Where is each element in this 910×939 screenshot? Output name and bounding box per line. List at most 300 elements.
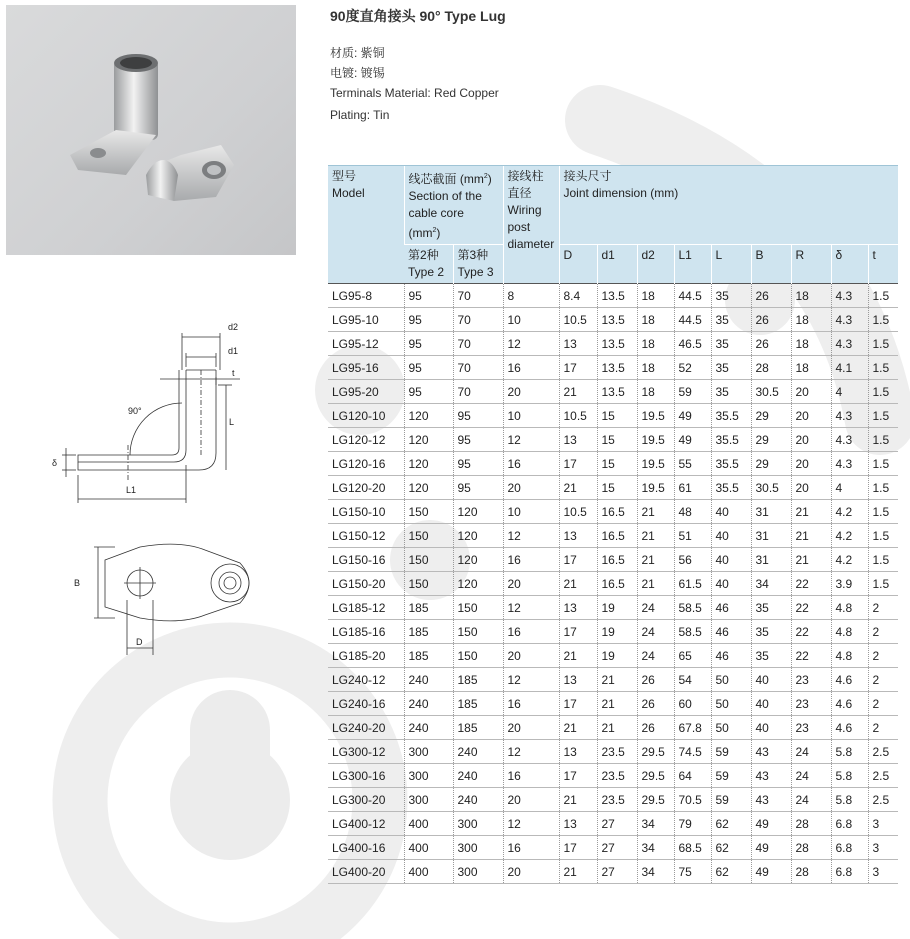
table-cell: 21 — [559, 716, 597, 740]
table-cell: 19 — [597, 620, 637, 644]
table-cell: 1.5 — [868, 428, 898, 452]
table-cell: 17 — [559, 452, 597, 476]
table-cell: 59 — [711, 740, 751, 764]
table-cell: LG120-16 — [328, 452, 404, 476]
table-cell: 60 — [674, 692, 711, 716]
table-cell: 1.5 — [868, 548, 898, 572]
table-cell: 20 — [791, 428, 831, 452]
table-row — [328, 308, 898, 332]
header-sub-L: L — [711, 245, 751, 284]
table-cell: 13.5 — [597, 380, 637, 404]
table-cell: 55 — [674, 452, 711, 476]
table-cell: 95 — [404, 380, 453, 404]
table-cell: 185 — [453, 668, 503, 692]
table-cell: 120 — [453, 500, 503, 524]
table-cell: 29 — [751, 428, 791, 452]
table-cell: 5.8 — [831, 740, 868, 764]
table-cell: 18 — [791, 284, 831, 308]
table-cell: 46 — [711, 596, 751, 620]
header-sub-delta: δ — [831, 245, 868, 284]
table-cell: LG400-16 — [328, 836, 404, 860]
table-cell: 4 — [831, 380, 868, 404]
table-cell: 46 — [711, 644, 751, 668]
table-cell: 10.5 — [559, 404, 597, 428]
table-cell: 240 — [404, 716, 453, 740]
table-cell: 23.5 — [597, 764, 637, 788]
table-cell: 12 — [503, 524, 559, 548]
table-row — [328, 332, 898, 356]
table-row — [328, 740, 898, 764]
table-cell: 10.5 — [559, 308, 597, 332]
table-cell: 23 — [791, 692, 831, 716]
table-cell: 17 — [559, 548, 597, 572]
table-cell: 62 — [711, 812, 751, 836]
table-cell: 120 — [453, 572, 503, 596]
table-cell: 65 — [674, 644, 711, 668]
table-cell: 59 — [711, 788, 751, 812]
table-row — [328, 836, 898, 860]
table-cell: 43 — [751, 740, 791, 764]
table-cell: LG95-20 — [328, 380, 404, 404]
spec-material-en: Terminals Material: Red Copper — [330, 86, 499, 100]
table-row — [328, 788, 898, 812]
table-cell: 3.9 — [831, 572, 868, 596]
table-cell: 13 — [559, 332, 597, 356]
header-sub-d2: d2 — [637, 245, 674, 284]
table-cell: 15 — [597, 452, 637, 476]
table-cell: 20 — [503, 572, 559, 596]
table-cell: LG120-10 — [328, 404, 404, 428]
table-row — [328, 596, 898, 620]
table-cell: 15 — [597, 404, 637, 428]
table-cell: LG240-20 — [328, 716, 404, 740]
table-row — [328, 428, 898, 452]
table-cell: 18 — [637, 284, 674, 308]
table-cell: 4.2 — [831, 548, 868, 572]
table-cell: 120 — [404, 404, 453, 428]
table-cell: 64 — [674, 764, 711, 788]
table-cell: 1.5 — [868, 380, 898, 404]
table-cell: 12 — [503, 740, 559, 764]
table-row — [328, 644, 898, 668]
table-cell: 40 — [711, 548, 751, 572]
table-cell: 48 — [674, 500, 711, 524]
table-cell: 23 — [791, 668, 831, 692]
table-cell: 150 — [453, 596, 503, 620]
table-cell: 50 — [711, 668, 751, 692]
spec-table — [328, 165, 898, 884]
table-cell: 6.8 — [831, 812, 868, 836]
header-sub-t: t — [868, 245, 898, 284]
table-row — [328, 716, 898, 740]
table-cell: 24 — [637, 644, 674, 668]
table-cell: 56 — [674, 548, 711, 572]
table-cell: 58.5 — [674, 620, 711, 644]
table-cell: 70 — [453, 356, 503, 380]
table-cell: 23 — [791, 716, 831, 740]
table-cell: 35.5 — [711, 476, 751, 500]
table-row — [328, 668, 898, 692]
table-cell: 4.3 — [831, 452, 868, 476]
table-cell: 2 — [868, 644, 898, 668]
table-cell: 26 — [637, 692, 674, 716]
table-cell: 59 — [674, 380, 711, 404]
table-cell: 18 — [637, 308, 674, 332]
table-cell: 43 — [751, 788, 791, 812]
table-cell: 20 — [791, 452, 831, 476]
table-cell: 18 — [791, 356, 831, 380]
label-d1: d1 — [228, 346, 239, 356]
table-cell: 75 — [674, 860, 711, 884]
table-cell: 1.5 — [868, 500, 898, 524]
table-cell: 4.8 — [831, 596, 868, 620]
table-cell: 16 — [503, 692, 559, 716]
table-cell: 13.5 — [597, 284, 637, 308]
table-cell: 40 — [711, 524, 751, 548]
table-cell: 2.5 — [868, 740, 898, 764]
table-cell: 49 — [751, 860, 791, 884]
table-cell: 21 — [597, 692, 637, 716]
table-cell: LG240-12 — [328, 668, 404, 692]
table-cell: 4.3 — [831, 404, 868, 428]
table-cell: 300 — [404, 740, 453, 764]
table-cell: LG150-20 — [328, 572, 404, 596]
header-model-cn: 型号 — [332, 169, 357, 183]
table-cell: 16.5 — [597, 548, 637, 572]
table-cell: 13 — [559, 428, 597, 452]
table-cell: 240 — [404, 692, 453, 716]
table-cell: 20 — [503, 380, 559, 404]
table-cell: 240 — [404, 668, 453, 692]
table-row — [328, 284, 898, 308]
table-cell: 13 — [559, 524, 597, 548]
table-cell: 18 — [637, 356, 674, 380]
table-cell: 95 — [404, 332, 453, 356]
table-cell: 13.5 — [597, 356, 637, 380]
table-cell: 35 — [711, 308, 751, 332]
table-cell: 70 — [453, 332, 503, 356]
table-cell: LG95-10 — [328, 308, 404, 332]
table-cell: 150 — [404, 524, 453, 548]
table-cell: 19 — [597, 644, 637, 668]
table-cell: 4.3 — [831, 428, 868, 452]
table-cell: 54 — [674, 668, 711, 692]
table-cell: 40 — [751, 668, 791, 692]
table-cell: 30.5 — [751, 380, 791, 404]
table-cell: 13 — [559, 668, 597, 692]
table-cell: 34 — [637, 836, 674, 860]
table-cell: LG95-16 — [328, 356, 404, 380]
table-cell: 18 — [637, 332, 674, 356]
table-cell: 21 — [559, 380, 597, 404]
table-cell: 35.5 — [711, 404, 751, 428]
table-cell: 17 — [559, 356, 597, 380]
table-cell: 15 — [597, 428, 637, 452]
header-sub-B: B — [751, 245, 791, 284]
table-cell: 21 — [559, 788, 597, 812]
table-cell: 2 — [868, 692, 898, 716]
table-cell: 29.5 — [637, 740, 674, 764]
table-cell: 4.6 — [831, 692, 868, 716]
table-cell: 40 — [711, 572, 751, 596]
table-cell: 16 — [503, 764, 559, 788]
table-cell: 17 — [559, 836, 597, 860]
table-row — [328, 620, 898, 644]
table-cell: 2 — [868, 668, 898, 692]
table-cell: 120 — [453, 548, 503, 572]
header-core-en1: Section of the — [408, 189, 482, 203]
table-cell: 50 — [711, 716, 751, 740]
table-cell: 26 — [637, 716, 674, 740]
table-cell: 120 — [404, 476, 453, 500]
table-cell: 21 — [559, 644, 597, 668]
table-row — [328, 356, 898, 380]
table-cell: 13 — [559, 596, 597, 620]
table-cell: 62 — [711, 860, 751, 884]
label-d2: d2 — [228, 322, 239, 332]
table-cell: 21 — [791, 548, 831, 572]
table-cell: 22 — [791, 620, 831, 644]
table-cell: 22 — [791, 644, 831, 668]
table-cell: LG400-20 — [328, 860, 404, 884]
table-cell: 40 — [711, 500, 751, 524]
table-cell: 300 — [404, 764, 453, 788]
table-cell: 21 — [597, 716, 637, 740]
table-cell: 10 — [503, 404, 559, 428]
table-cell: 22 — [791, 572, 831, 596]
header-type3-en: Type 3 — [457, 265, 494, 279]
header-model — [328, 166, 404, 284]
table-cell: LG95-12 — [328, 332, 404, 356]
table-row — [328, 500, 898, 524]
table-cell: LG240-16 — [328, 692, 404, 716]
table-cell: 29.5 — [637, 764, 674, 788]
table-cell: 21 — [791, 524, 831, 548]
header-core-en2: cable core $(mm^2)$ — [408, 206, 464, 240]
table-cell: LG185-12 — [328, 596, 404, 620]
table-cell: 35 — [711, 380, 751, 404]
table-cell: 24 — [637, 596, 674, 620]
table-cell: LG400-12 — [328, 812, 404, 836]
label-delta: δ — [52, 458, 58, 468]
table-row — [328, 548, 898, 572]
table-cell: 16 — [503, 356, 559, 380]
table-cell: 13.5 — [597, 332, 637, 356]
table-cell: 6.8 — [831, 836, 868, 860]
table-cell: 30.5 — [751, 476, 791, 500]
table-cell: 35 — [711, 332, 751, 356]
table-cell: 24 — [791, 764, 831, 788]
table-cell: 4.1 — [831, 356, 868, 380]
table-cell: 20 — [791, 380, 831, 404]
table-cell: 46 — [711, 620, 751, 644]
header-post-en1: Wiring — [507, 203, 542, 217]
table-cell: 10 — [503, 500, 559, 524]
table-cell: 62 — [711, 836, 751, 860]
table-cell: 61.5 — [674, 572, 711, 596]
table-cell: 240 — [453, 764, 503, 788]
table-cell: 4.8 — [831, 620, 868, 644]
table-cell: 16.5 — [597, 572, 637, 596]
table-cell: 26 — [751, 332, 791, 356]
table-row — [328, 812, 898, 836]
table-cell: 17 — [559, 620, 597, 644]
table-cell: 6.8 — [831, 860, 868, 884]
table-cell: 95 — [404, 284, 453, 308]
table-cell: 44.5 — [674, 284, 711, 308]
table-cell: 21 — [637, 524, 674, 548]
table-cell: 1.5 — [868, 476, 898, 500]
table-cell: 26 — [751, 284, 791, 308]
table-cell: 43 — [751, 764, 791, 788]
table-cell: 28 — [791, 860, 831, 884]
table-cell: 2 — [868, 716, 898, 740]
header-post-cn2: 直径 — [507, 186, 532, 200]
table-cell: 46.5 — [674, 332, 711, 356]
table-row — [328, 524, 898, 548]
table-cell: 16 — [503, 620, 559, 644]
table-cell: 34 — [637, 860, 674, 884]
table-cell: 35 — [711, 356, 751, 380]
table-cell: LG300-12 — [328, 740, 404, 764]
table-cell: 16 — [503, 548, 559, 572]
table-cell: 95 — [453, 404, 503, 428]
table-cell: 35 — [751, 620, 791, 644]
header-post-en3: diameter — [507, 237, 555, 251]
table-cell: 49 — [674, 404, 711, 428]
table-body — [328, 284, 898, 884]
header-post — [503, 166, 559, 284]
table-cell: 21 — [637, 548, 674, 572]
table-cell: 2 — [868, 620, 898, 644]
table-cell: 95 — [453, 476, 503, 500]
table-cell: 26 — [751, 308, 791, 332]
table-cell: 50 — [711, 692, 751, 716]
table-cell: 400 — [404, 812, 453, 836]
table-cell: 23.5 — [597, 788, 637, 812]
table-cell: 21 — [559, 860, 597, 884]
table-cell: 21 — [597, 668, 637, 692]
table-cell: 8 — [503, 284, 559, 308]
table-cell: 1.5 — [868, 404, 898, 428]
table-cell: 20 — [503, 860, 559, 884]
product-photo — [6, 5, 296, 255]
table-cell: 31 — [751, 500, 791, 524]
table-cell: 185 — [404, 596, 453, 620]
spec-material-cn: 材质: 紫铜 — [330, 46, 385, 60]
table-cell: 5.8 — [831, 764, 868, 788]
dimension-drawing — [40, 315, 310, 665]
label-B: B — [74, 578, 81, 588]
table-cell: 24 — [637, 620, 674, 644]
table-cell: 27 — [597, 836, 637, 860]
table-cell: 300 — [453, 836, 503, 860]
table-cell: 4.3 — [831, 308, 868, 332]
table-cell: LG150-16 — [328, 548, 404, 572]
table-cell: 95 — [453, 428, 503, 452]
table-cell: LG150-12 — [328, 524, 404, 548]
table-cell: 240 — [453, 788, 503, 812]
table-cell: 59 — [711, 764, 751, 788]
table-cell: 51 — [674, 524, 711, 548]
table-cell: 70 — [453, 308, 503, 332]
table-cell: 17 — [559, 692, 597, 716]
table-cell: 400 — [404, 836, 453, 860]
table-cell: 16 — [503, 452, 559, 476]
table-cell: 8.4 — [559, 284, 597, 308]
table-cell: 29 — [751, 404, 791, 428]
table-cell: 52 — [674, 356, 711, 380]
label-L1: L1 — [126, 485, 137, 495]
table-cell: 35 — [711, 284, 751, 308]
table-cell: 4.2 — [831, 500, 868, 524]
table-cell: 4 — [831, 476, 868, 500]
table-cell: LG120-12 — [328, 428, 404, 452]
table-cell: 40 — [751, 692, 791, 716]
table-cell: 1.5 — [868, 284, 898, 308]
table-cell: 23.5 — [597, 740, 637, 764]
table-cell: 120 — [404, 428, 453, 452]
table-cell: 3 — [868, 860, 898, 884]
table-cell: 20 — [503, 716, 559, 740]
table-cell: 4.3 — [831, 284, 868, 308]
table-cell: 3 — [868, 812, 898, 836]
table-row — [328, 476, 898, 500]
table-cell: 28 — [751, 356, 791, 380]
table-cell: 35.5 — [711, 428, 751, 452]
table-row — [328, 692, 898, 716]
table-cell: 28 — [791, 812, 831, 836]
table-cell: 61 — [674, 476, 711, 500]
table-cell: 95 — [404, 308, 453, 332]
table-cell: 5.8 — [831, 788, 868, 812]
table-cell: 29 — [751, 452, 791, 476]
table-cell: 19.5 — [637, 476, 674, 500]
spec-plating-cn: 电镀: 镀锡 — [330, 66, 385, 80]
table-cell: 21 — [559, 476, 597, 500]
table-cell: 4.8 — [831, 644, 868, 668]
table-cell: 12 — [503, 668, 559, 692]
table-cell: 19.5 — [637, 428, 674, 452]
table-cell: 74.5 — [674, 740, 711, 764]
table-cell: 18 — [791, 308, 831, 332]
header-sub-R: R — [791, 245, 831, 284]
table-cell: 150 — [404, 500, 453, 524]
table-cell: 150 — [404, 548, 453, 572]
table-cell: 34 — [637, 812, 674, 836]
header-joint-en: Joint dimension (mm) — [563, 186, 679, 200]
table-cell: 19.5 — [637, 452, 674, 476]
table-cell: 120 — [404, 452, 453, 476]
table-cell: 150 — [453, 644, 503, 668]
lug-photo-illustration — [6, 5, 296, 255]
table-cell: 185 — [404, 644, 453, 668]
table-cell: 95 — [404, 356, 453, 380]
header-post-en2: post — [507, 220, 531, 234]
table-cell: LG95-8 — [328, 284, 404, 308]
table-cell: 49 — [674, 428, 711, 452]
table-cell: 70.5 — [674, 788, 711, 812]
table-cell: 35 — [751, 596, 791, 620]
table-cell: 20 — [503, 644, 559, 668]
table-cell: 300 — [404, 788, 453, 812]
table-cell: 70 — [453, 380, 503, 404]
table-cell: 1.5 — [868, 356, 898, 380]
table-cell: 27 — [597, 812, 637, 836]
table-cell: 35 — [751, 644, 791, 668]
header-model-en: Model — [332, 186, 365, 200]
table-cell: 15 — [597, 476, 637, 500]
